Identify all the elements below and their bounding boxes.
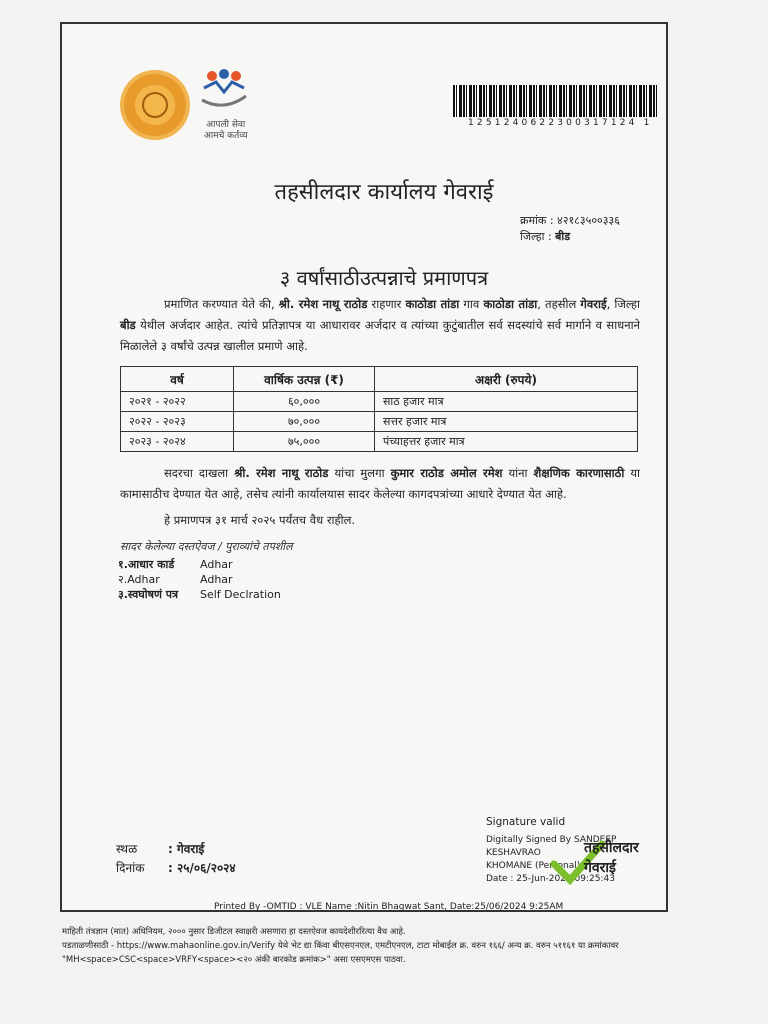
intro-paragraph: [120, 294, 640, 357]
footer-line: माहिती तंत्रज्ञान (मात) अधिनियम, २००० नुसार डिजीटल स्वाक्षरी असणारा हा दस्तऐवज कायदेशीररित्या वैध आहे.: [62, 927, 406, 937]
intro-text: , जिल्हा: [606, 297, 640, 311]
purpose-text: या कामासाठीच देण्यात येत आहे, तसेच त्यांनी कार्यालयास सादर केलेल्या कागदपत्रांच्या आधारे देण्यात येत आहे.: [120, 466, 641, 501]
document-item: [118, 587, 281, 602]
stamp-place: गेवराई: [584, 860, 616, 876]
table-header-row: [121, 367, 638, 392]
cell-words: सत्तर हजार मात्र: [375, 412, 638, 432]
document-label: २.Adhar: [118, 573, 160, 586]
footer-line: "MH<space>CSC<space>VRFY<space><२० अंकी बारकोड क्रमांक>" असा एसएमएस पाठवा.: [62, 955, 406, 965]
documents-heading: सादर केलेल्या दस्तऐवज / पुराव्यांचे तपशील: [120, 540, 293, 553]
footer-notes: [62, 925, 712, 967]
district-name: बीड: [120, 318, 136, 332]
barcode-number: 1251240622300317124 1: [468, 118, 653, 128]
document-value: Adhar: [200, 558, 233, 571]
purpose-reason: शैक्षणिक कारणासाठी: [533, 466, 625, 480]
purpose-text: यांचा मुलगा: [328, 466, 391, 480]
cell-income: ६०,०००: [234, 392, 375, 412]
residence-place: काठोडा तांडा: [405, 297, 460, 311]
aaple-sarkar-logo: [196, 66, 252, 112]
document-item: [118, 557, 233, 572]
date-line: [116, 859, 236, 878]
district-line: [520, 229, 620, 245]
tehsil-name: गेवराई: [580, 297, 607, 311]
date-label: दिनांक: [116, 861, 145, 875]
intro-text: , तहसील: [537, 297, 581, 311]
reference-number: क्रमांक : ४२१८३५००३३६: [520, 214, 620, 227]
village-name: काठोडा तांडा: [483, 297, 538, 311]
intro-text: राहणार: [367, 297, 406, 311]
header-year: वर्ष: [121, 367, 234, 392]
income-table: [120, 366, 638, 452]
cell-year: २०२३ - २०२४: [121, 432, 234, 452]
intro-text: येथील अर्जदार आहेत. त्यांचे प्रतिज्ञापत्र या आधारावर अर्जदार व त्यांच्या कुटुंबातील सर्व सदस्यांचे सर्व मार्गाने व साधनाने मिळालेले ३ वर्षांचे उत्पन्न खालील प्रमाणे आहे.: [120, 318, 640, 353]
applicant-name: श्री. रमेश नाथू राठोड: [234, 466, 329, 480]
document-label: १.आधार कार्ड: [118, 558, 175, 571]
cell-year: २०२२ - २०२३: [121, 412, 234, 432]
table-row: [121, 392, 638, 412]
signature-valid-label: Signature valid: [486, 816, 566, 828]
document-value: Self Declration: [200, 588, 281, 601]
cell-income: ७०,०००: [234, 412, 375, 432]
date-value: : २५/०६/२०२४: [168, 861, 236, 875]
district-label: जिल्हा :: [520, 230, 556, 243]
office-title: तहसीलदार कार्यालय गेवराई: [274, 180, 494, 205]
certificate-title: ३ वर्षांसाठीउत्पन्नाचे प्रमाणपत्र: [279, 266, 489, 290]
place-value: : गेवराई: [168, 842, 205, 856]
stamp-designation: तहसीलदार: [584, 840, 639, 856]
intro-text: गाव: [459, 297, 484, 311]
document-value: Adhar: [200, 573, 233, 586]
header-income: वार्षिक उत्पन्न (₹): [234, 367, 375, 392]
validity-line: हे प्रमाणपत्र ३१ मार्च २०२५ पर्यंतच वैध राहील.: [164, 513, 356, 527]
place-label: स्थळ: [116, 842, 138, 856]
tehsildar-stamp: [584, 838, 639, 878]
header-in-words: अक्षरी (रुपये): [375, 367, 638, 392]
signer-name: Digitally Signed By SANDEEP KESHAVRAO: [486, 835, 617, 858]
table-row: [121, 432, 638, 452]
place-line: [116, 840, 236, 859]
cell-year: २०२१ - २०२२: [121, 392, 234, 412]
place-date-block: [116, 840, 236, 878]
purpose-text: यांना: [502, 466, 534, 480]
signature-date: Date : 25-Jun-2024 09:25:43: [486, 874, 615, 884]
barcode: [453, 85, 657, 117]
reference-block: [520, 213, 620, 245]
intro-text: प्रमाणित करण्यात येते की,: [164, 297, 279, 311]
district-value: बीड: [555, 230, 571, 243]
aaple-seva-caption: [204, 120, 248, 142]
purpose-paragraph: [120, 463, 640, 505]
table-row: [121, 412, 638, 432]
cell-words: पंच्याहत्तर हजार मात्र: [375, 432, 638, 452]
cell-income: ७५,०००: [234, 432, 375, 452]
logo-caption-line2: आमचे कर्तव्य: [204, 131, 248, 141]
footer-line: पडताळणीसाठी - https://www.mahaonline.gov.in/Verify येथे भेट द्या किंवा बीएसएनएल, एमटीएनएल, टाटा मोबाईल क्र. वरुन १६६/ अन्य क्र. वरुन ५११६१ या क्रमांकावर: [62, 941, 619, 951]
signer-type: KHOMANE (Personal): [486, 861, 581, 871]
maharashtra-seal-logo: [120, 70, 190, 140]
applicant-name: श्री. रमेश नाथू राठोड: [278, 297, 368, 311]
document-label: ३.स्वघोषणं पत्र: [118, 588, 179, 601]
document-item: [118, 572, 233, 587]
printed-by-line: Printed By -OMTID : VLE Name :Nitin Bhagwat Sant, Date:25/06/2024 9:25AM: [214, 902, 564, 912]
cell-words: साठ हजार मात्र: [375, 392, 638, 412]
logo-caption-line1: आपली सेवा: [206, 120, 246, 130]
purpose-text: सदरचा दाखला: [164, 466, 235, 480]
beneficiary-name: कुमार राठोड अमोल रमेश: [390, 466, 503, 480]
